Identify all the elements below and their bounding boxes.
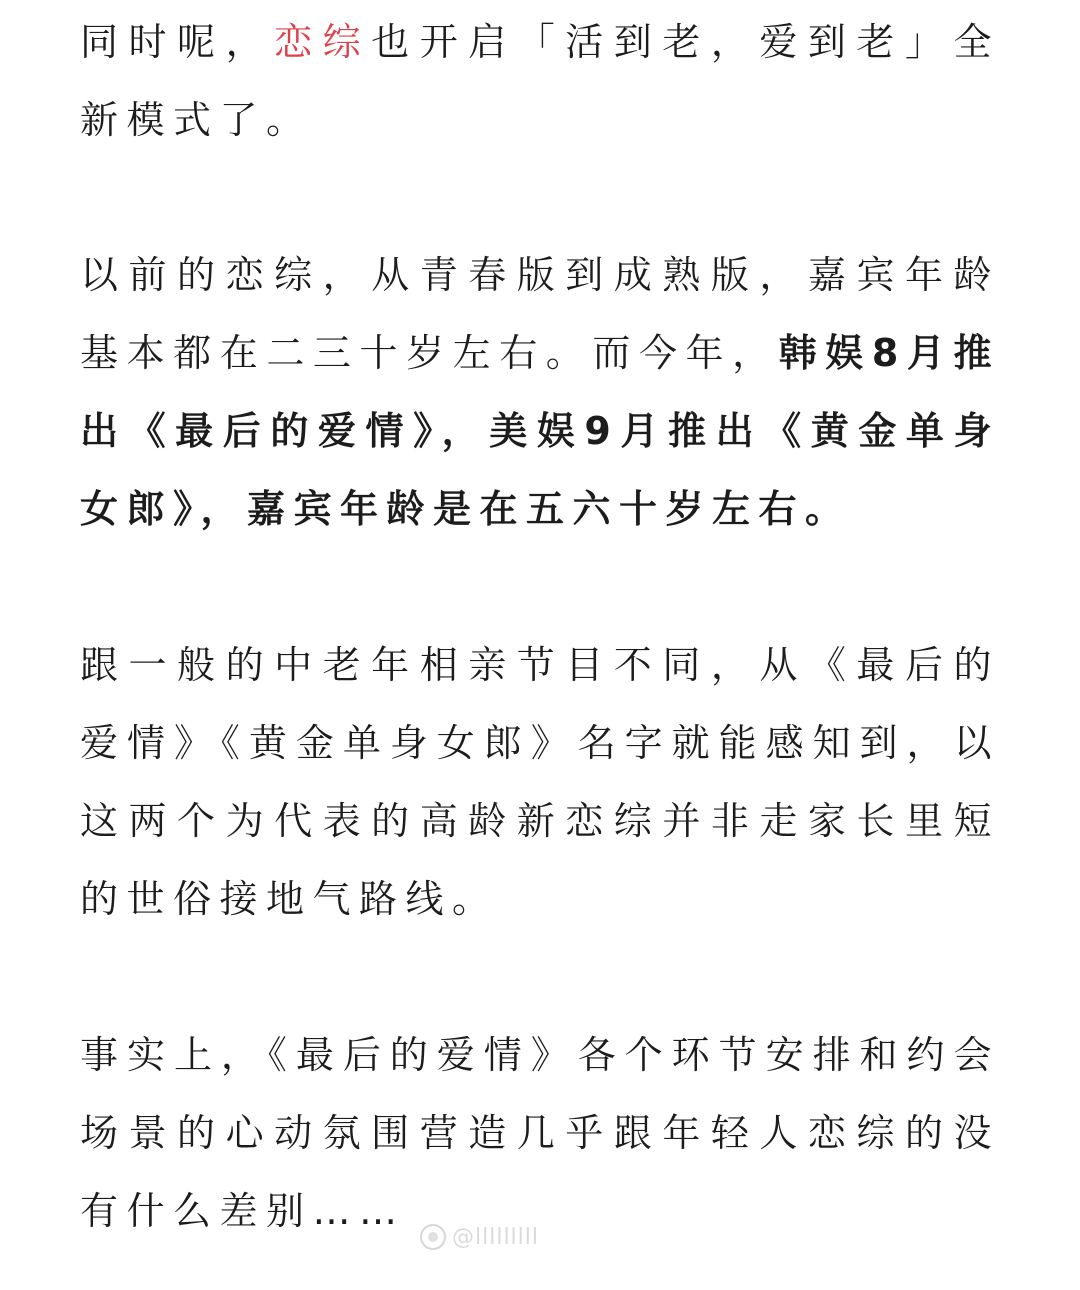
paragraph-1 bbox=[80, 3, 1000, 159]
watermark-text: @lllllllll bbox=[452, 1224, 540, 1250]
article-body bbox=[80, 0, 1000, 1250]
paragraph-1-lead: 同时呢， bbox=[80, 20, 275, 64]
paragraph-3 bbox=[80, 626, 1000, 938]
paragraph-4 bbox=[80, 1016, 1000, 1250]
watermark bbox=[420, 1222, 539, 1252]
paragraph-1-rest: 也开启「活到老，爱到老」全新模式了。 bbox=[80, 20, 1000, 142]
paragraph-2-text: 以前的恋综，从青春版到成熟版，嘉宾年龄基本都在二三十岁左右。而今年， bbox=[80, 253, 1000, 375]
paragraph-4-text: 事实上，《最后的爱情》各个环节安排和约会场景的心动氛围营造几乎跟年轻人恋综的没有什么差别…… bbox=[80, 1033, 1000, 1233]
weibo-logo-icon bbox=[420, 1224, 446, 1250]
paragraph-2 bbox=[80, 236, 1000, 548]
paragraph-2-bold-text: 韩娱8月推出《最后的爱情》，美娱9月推出《黄金单身女郎》，嘉宾年龄是在五六十岁左右。 bbox=[80, 331, 1000, 531]
paragraph-3-text: 跟一般的中老年相亲节目不同，从《最后的爱情》《黄金单身女郎》名字就能感知到，以这两个为代表的高龄新恋综并非走家长里短的世俗接地气路线。 bbox=[80, 643, 1000, 921]
keyword-link-lianzong[interactable]: 恋综 bbox=[274, 20, 372, 64]
